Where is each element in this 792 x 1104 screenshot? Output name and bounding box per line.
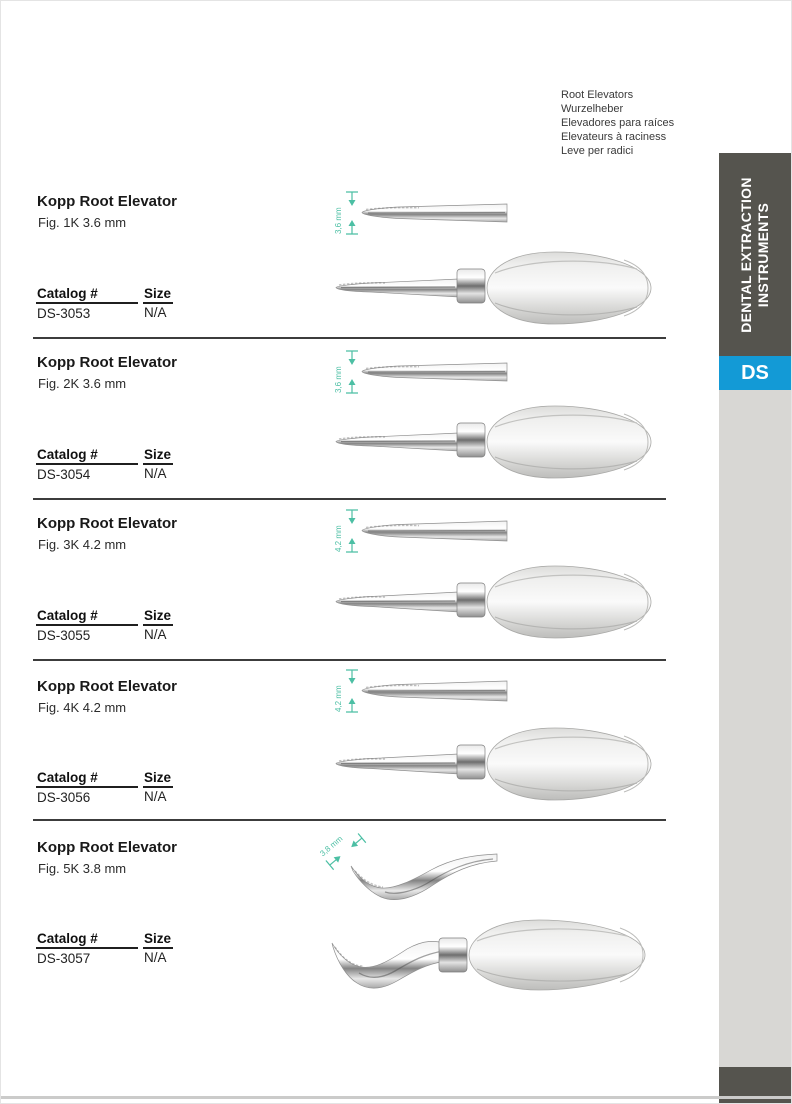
product-title: Kopp Root Elevator: [37, 678, 178, 695]
figure-spec: Fig. 5K 3.8 mm: [38, 861, 127, 876]
section-divider: [33, 819, 666, 821]
size-header-rule: [143, 302, 173, 304]
product-title: Kopp Root Elevator: [37, 193, 178, 210]
catalog-header-rule: [36, 624, 138, 626]
side-strip: [719, 390, 791, 1067]
section-divider: [33, 498, 666, 500]
root-elevator-photo: [327, 891, 657, 1009]
dimension-label: 3,6 mm: [334, 207, 343, 234]
product-name-fr: Elevateurs à raciness: [561, 131, 667, 143]
section-code-tab: DS: [719, 356, 791, 390]
catalog-number: DS-3057: [37, 951, 91, 966]
tip-figure: [333, 191, 515, 235]
catalog-header-rule: [36, 786, 138, 788]
product-name-de: Wurzelheber: [561, 103, 624, 115]
tip-figure: [333, 669, 515, 713]
product-title: Kopp Root Elevator: [37, 354, 178, 371]
catalog-number: DS-3056: [37, 790, 91, 805]
size-value: N/A: [144, 950, 167, 965]
product-title: Kopp Root Elevator: [37, 839, 178, 856]
size-header: Size: [144, 608, 172, 623]
catalog-header-rule: [36, 463, 138, 465]
catalog-number: DS-3053: [37, 306, 91, 321]
category-tab-label: DENTAL EXTRACTION INSTRUMENTS: [738, 176, 771, 333]
catalog-header: Catalog #: [37, 447, 98, 462]
instrument-figure: [327, 891, 657, 1014]
root-elevator-tip-photo: [355, 358, 511, 386]
product-name-list: [561, 88, 674, 158]
tip-figure: [333, 350, 515, 394]
size-header-rule: [143, 947, 173, 949]
instrument-figure: [329, 557, 655, 652]
size-header-rule: [143, 624, 173, 626]
instrument-figure: [329, 397, 655, 492]
product-name-it: Leve per radici: [561, 145, 634, 157]
tip-figure: [333, 509, 515, 553]
catalog-number: DS-3054: [37, 467, 91, 482]
figure-spec: Fig. 1K 3.6 mm: [38, 215, 127, 230]
root-elevator-tip-photo: [355, 677, 511, 705]
catalog-header: Catalog #: [37, 931, 98, 946]
figure-spec: Fig. 2K 3.6 mm: [38, 376, 127, 391]
product-name-es: Elevadores para raíces: [561, 117, 675, 129]
root-elevator-tip-photo: [355, 517, 511, 545]
product-title: Kopp Root Elevator: [37, 515, 178, 532]
size-value: N/A: [144, 789, 167, 804]
root-elevator-photo: [329, 557, 655, 647]
size-header: Size: [144, 286, 172, 301]
root-elevator-tip-photo: [355, 199, 511, 227]
size-header: Size: [144, 770, 172, 785]
instrument-figure: [329, 719, 655, 814]
section-divider: [33, 659, 666, 661]
figure-spec: Fig. 4K 4.2 mm: [38, 700, 127, 715]
catalog-header: Catalog #: [37, 770, 98, 785]
instrument-figure: [329, 243, 655, 338]
root-elevator-photo: [329, 719, 655, 809]
size-value: N/A: [144, 466, 167, 481]
catalog-header: Catalog #: [37, 286, 98, 301]
section-divider: [33, 337, 666, 339]
size-header-rule: [143, 463, 173, 465]
dimension-label: 4,2 mm: [334, 525, 343, 552]
dimension-label: 4,2 mm: [334, 685, 343, 712]
catalog-header-rule: [36, 947, 138, 949]
size-header: Size: [144, 447, 172, 462]
figure-spec: Fig. 3K 4.2 mm: [38, 537, 127, 552]
dimension-label: 3,8 mm: [318, 834, 345, 859]
size-header-rule: [143, 786, 173, 788]
catalog-number: DS-3055: [37, 628, 91, 643]
size-value: N/A: [144, 305, 167, 320]
page-bottom-rule: [1, 1096, 791, 1099]
catalog-header: Catalog #: [37, 608, 98, 623]
category-tab: [719, 153, 791, 356]
catalog-header-rule: [36, 302, 138, 304]
root-elevator-photo: [329, 243, 655, 333]
size-header: Size: [144, 931, 172, 946]
size-value: N/A: [144, 627, 167, 642]
product-name-en: Root Elevators: [561, 89, 634, 101]
dimension-label: 3,6 mm: [334, 366, 343, 393]
root-elevator-photo: [329, 397, 655, 487]
